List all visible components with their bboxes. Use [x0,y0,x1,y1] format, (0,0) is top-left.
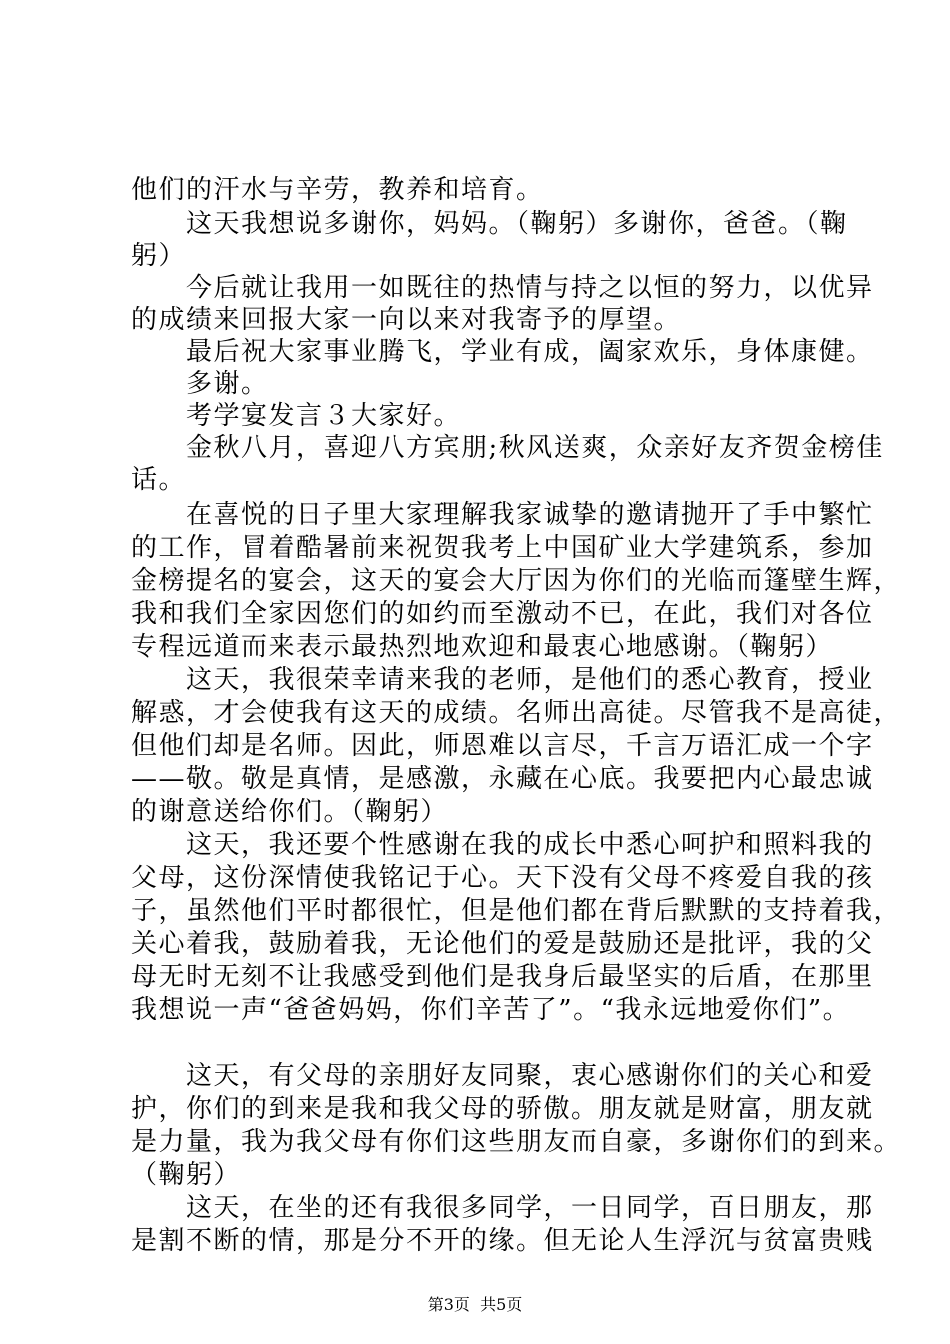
text-line: （鞠躬） [131,1160,242,1190]
text-line: 母无时无刻不让我感受到他们是我身后最坚实的后盾，在那里 [131,962,874,992]
text-line: 我和我们全家因您们的如约而至激动不已，在此，我们对各位 [131,599,874,629]
text-line: 金榜提名的宴会，这天的宴会大厅因为你们的光临而篷壁生辉， [131,566,902,596]
text-line: 今后就让我用一如既往的热情与持之以恒的努力，以优异 [131,273,874,303]
text-line: 这天我想说多谢你，妈妈。（鞠躬）多谢你，爸爸。（鞠 [131,209,848,239]
text-line: 话。 [131,465,187,495]
text-line: 这天，在坐的还有我很多同学，一日同学，百日朋友，那 [131,1193,874,1223]
text-line: 金秋八月，喜迎八方宾朋;秋风送爽，众亲好友齐贺金榜佳 [131,433,884,463]
text-line: 多谢。 [131,369,269,399]
text-line: 最后祝大家事业腾飞，学业有成，阖家欢乐，身体康健。 [131,337,874,367]
text-line: 但他们却是名师。因此，师恩难以言尽，千言万语汇成一个字 [131,731,874,761]
text-line: 是力量，我为我父母有你们这些朋友而自豪，多谢你们的到来。 [131,1127,902,1157]
text-line: 在喜悦的日子里大家理解我家诚挚的邀请抛开了手中繁忙 [131,500,874,530]
text-line: 这天，我还要个性感谢在我的成长中悉心呵护和照料我的 [131,830,874,860]
text-line: 躬） [131,241,187,271]
text-line: 这天，我很荣幸请来我的老师，是他们的悉心教育，授业 [131,665,874,695]
text-line: 这天，有父母的亲朋好友同聚，衷心感谢你们的关心和爱 [131,1061,874,1091]
text-line: 子，虽然他们平时都很忙，但是他们都在背后默默的支持着我， [131,896,902,926]
text-line: 专程远道而来表示最热烈地欢迎和最衷心地感谢。（鞠躬） [131,632,834,662]
text-line: 的工作，冒着酷暑前来祝贺我考上中国矿业大学建筑系，参加 [131,533,874,563]
text-line: 我想说一声“爸爸妈妈，你们辛苦了”。“我永远地爱你们”。 [131,995,851,1025]
text-line: 他们的汗水与辛劳，教养和培育。 [131,175,544,205]
text-line: 考学宴发言３大家好。 [131,401,462,431]
text-line: 父母，这份深情使我铭记于心。天下没有父母不疼爱自我的孩 [131,863,874,893]
text-line: ——敬。敬是真情，是感激，永藏在心底。我要把内心最忠诚 [131,764,874,794]
text-line: 的谢意送给你们。（鞠躬） [131,797,449,827]
text-line: 关心着我，鼓励着我，无论他们的爱是鼓励还是批评，我的父 [131,929,874,959]
text-line: 解惑，才会使我有这天的成绩。名师出高徒。尽管我不是高徒， [131,698,902,728]
text-line: 的成绩来回报大家一向以来对我寄予的厚望。 [131,305,682,335]
text-line: 护，你们的到来是我和我父母的骄傲。朋友就是财富，朋友就 [131,1094,874,1124]
page-footer: 第3页 共5页 [427,1295,523,1314]
text-line: 是割不断的情，那是分不开的缘。但无论人生浮沉与贫富贵贱 [131,1226,874,1256]
